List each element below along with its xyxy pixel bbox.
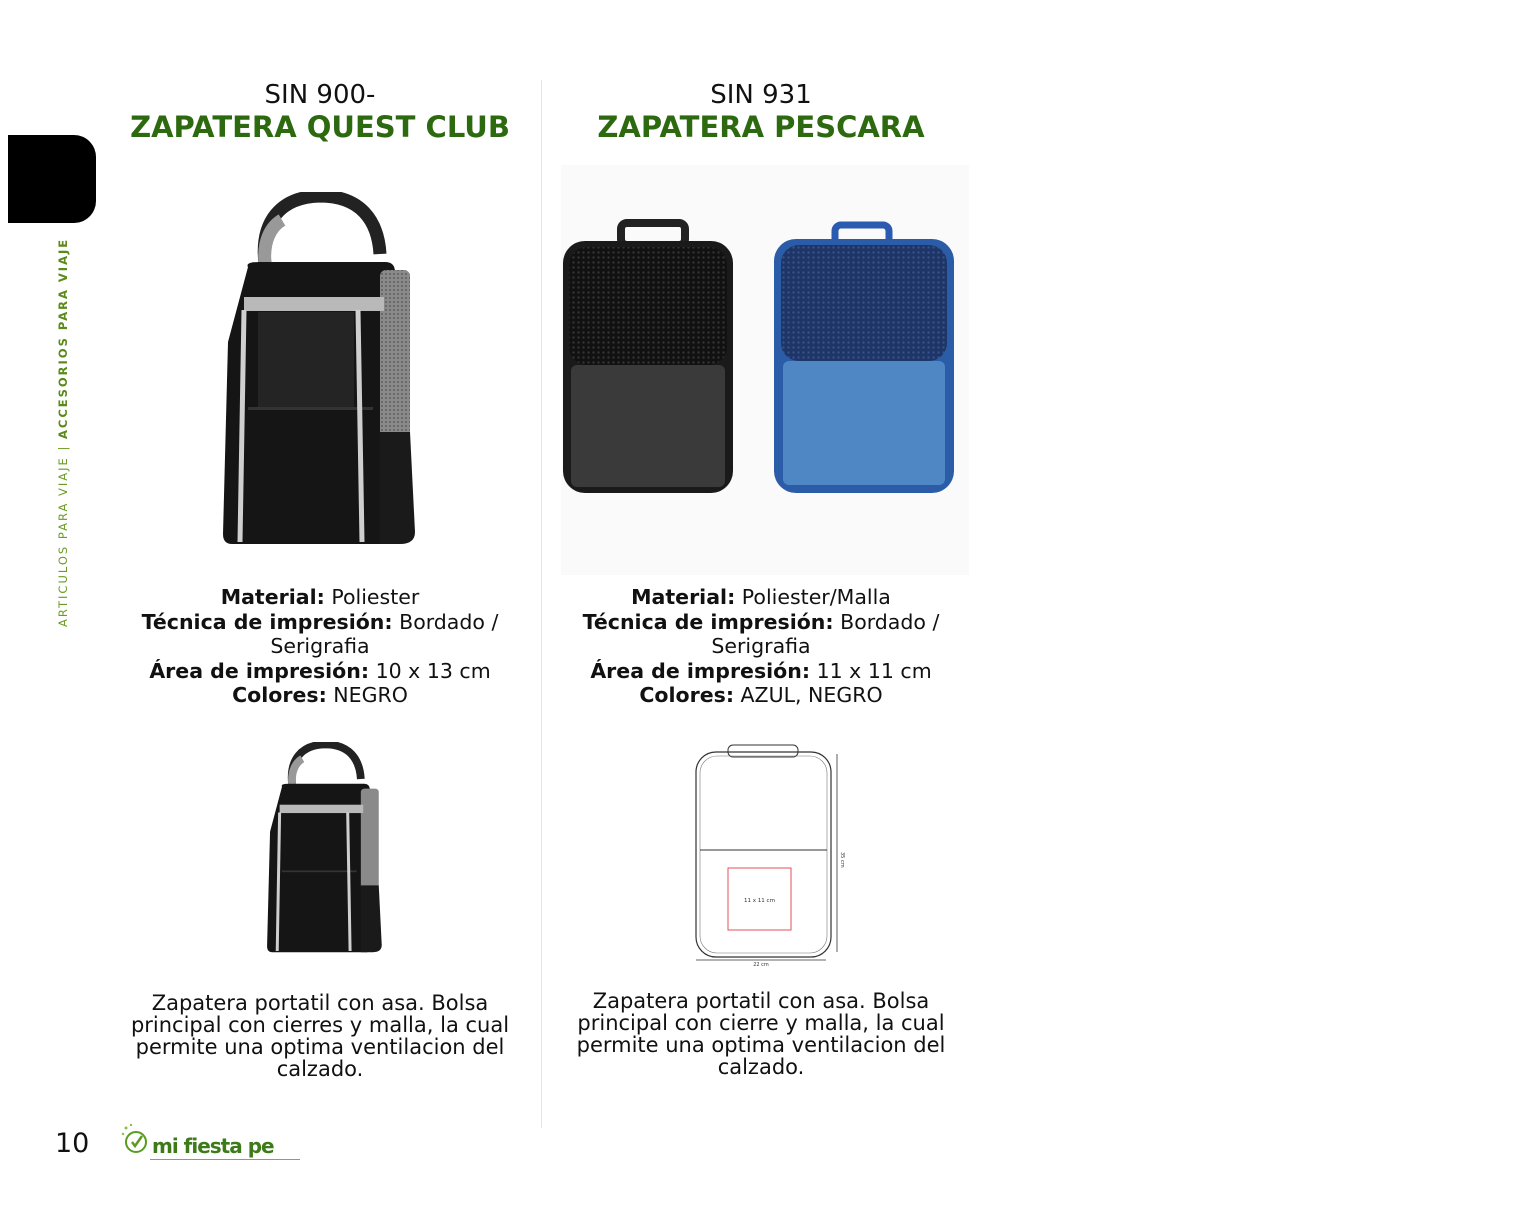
logo-underline [150, 1159, 300, 1160]
column-divider [541, 80, 542, 1128]
spec-colores [120, 683, 520, 708]
spec-area [561, 659, 961, 684]
spec-area-value: 11 x 11 cm [810, 658, 932, 683]
product-code: SIN 931 [710, 80, 812, 110]
spec-colores-label: Colores: [232, 683, 327, 707]
product-secondary-image [265, 742, 385, 957]
spec-material-value: Poliester [324, 585, 420, 609]
spec-area-label: Área de impresión: [590, 658, 811, 683]
product-name: ZAPATERA QUEST CLUB [130, 110, 510, 144]
spec-area-value: 10 x 13 cm [369, 658, 491, 683]
product-dimension-diagram [691, 742, 851, 970]
section-tab-block [8, 135, 96, 223]
brand-logo [120, 1122, 302, 1166]
spec-tecnica [120, 610, 520, 659]
product-main-image [561, 165, 969, 575]
product-description: Zapatera portatil con asa. Bolsa principal con cierre y malla, la cual permite una optima ventilacion del calzado. [576, 989, 946, 1079]
page-number: 10 [55, 1128, 90, 1159]
product-code: SIN 900- [264, 80, 376, 110]
diagram-height-label: 35 cm [839, 852, 845, 868]
spec-tecnica-value: Bordado / Serigrafia [711, 609, 940, 658]
spec-tecnica-label: Técnica de impresión: [141, 609, 393, 634]
spec-area-label: Área de impresión: [149, 658, 370, 683]
spec-area [120, 659, 520, 684]
diagram-width-label: 22 cm [753, 962, 769, 968]
diagram-print-area-label: 11 x 11 cm [744, 898, 775, 904]
side-label-subcategory: ACCESORIOS PARA VIAJE [56, 237, 70, 440]
spec-tecnica [561, 610, 961, 659]
spec-material [120, 585, 520, 610]
spec-material-label: Material: [220, 585, 325, 609]
product-main-image [220, 192, 420, 552]
spec-material-label: Material: [631, 585, 736, 609]
spec-tecnica-value: Bordado / Serigrafia [270, 609, 499, 658]
spec-colores-value: NEGRO [326, 683, 408, 707]
product-specs [120, 585, 520, 708]
logo-icon [120, 1122, 156, 1158]
spec-material-value: Poliester/Malla [735, 585, 891, 609]
product-name: ZAPATERA PESCARA [597, 110, 925, 144]
product-specs [561, 585, 961, 708]
product-card-sin-900 [120, 0, 520, 1208]
side-label-category: ARTICULOS PARA VIAJE | [56, 439, 70, 627]
spec-colores [561, 683, 961, 708]
spec-material [561, 585, 961, 610]
logo-text: mi fiesta pe [152, 1134, 274, 1158]
section-side-label [56, 238, 70, 627]
spec-colores-value: AZUL, NEGRO [734, 683, 883, 707]
spec-colores-label: Colores: [639, 683, 735, 707]
product-description: Zapatera portatil con asa. Bolsa principal con cierres y malla, la cual permite una optima ventilacion del calzado. [130, 991, 510, 1081]
product-card-sin-931 [561, 0, 961, 1208]
spec-tecnica-label: Técnica de impresión: [582, 609, 834, 634]
